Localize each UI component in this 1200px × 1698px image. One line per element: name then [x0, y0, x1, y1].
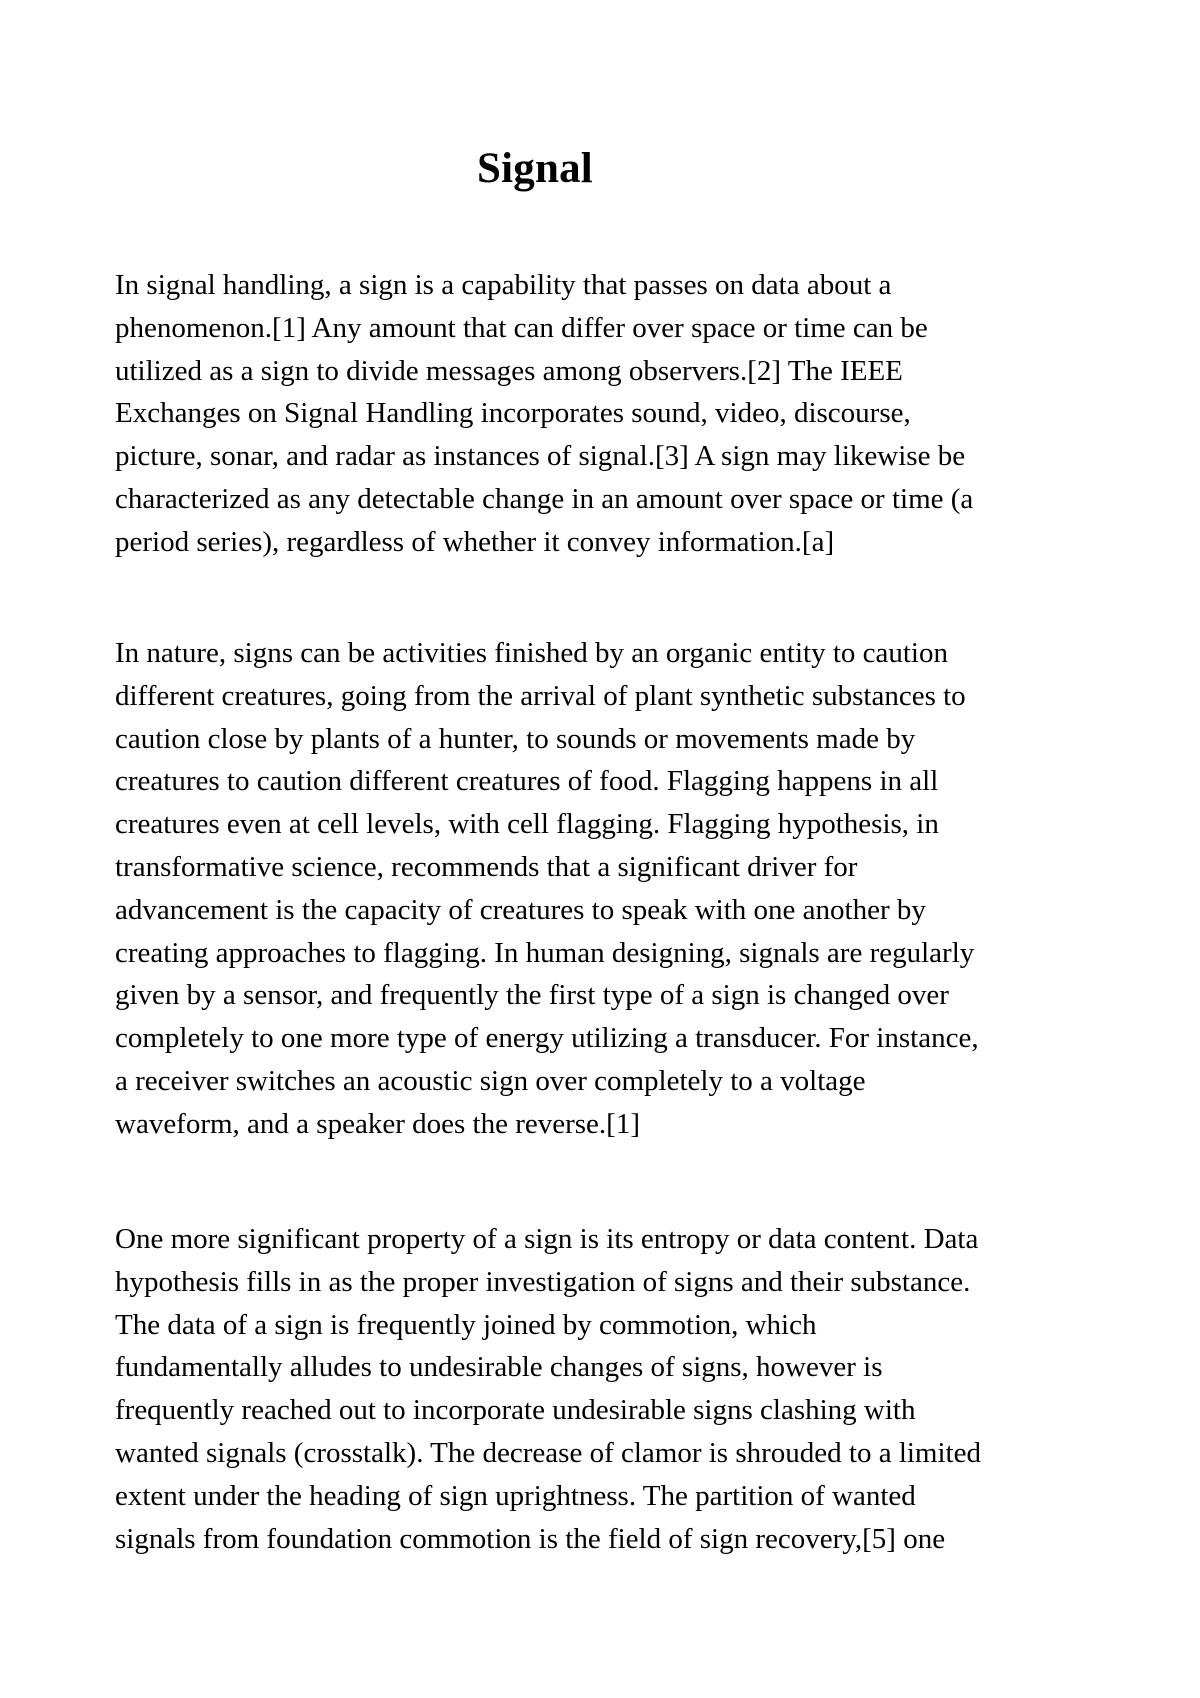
paragraph-2: In nature, signs can be activities finished by an organic entity to caution different creatures, going from the arrival of plant synthetic substances to caution close by plants of a hunter, to sounds or movements made by creatures to caution different creatures of food. Flagging happens in all creatures even at cell levels, with cell flagging. Flagging hypothesis, in transformative science, recommends that a significant driver for advancement is the capacity of creatures to speak with one another by creating approaches to flagging. In human designing, signals are regularly given by a sensor, and frequently the first type of a sign is changed over completely to one more type of energy utilizing a transducer. For instance, a receiver switches an acoustic sign over completely to a voltage waveform, and a speaker does the reverse.[1] [115, 637, 979, 1140]
document-title: Signal [477, 145, 593, 192]
paragraph-3: One more significant property of a sign is its entropy or data content. Data hypothesis fills in as the proper investigation of signs and their substance. The data of a sign is frequently joined by commotion, which fundamentally alludes to undesirable changes of signs, however is frequently reached out to incorporate undesirable signs clashing with wanted signals (crosstalk). The decrease of clamor is shrouded to a limited extent under the heading of sign uprightness. The partition of wanted signals from foundation commotion is the field of sign recovery,[5] one [115, 1223, 981, 1555]
paragraph-1: In signal handling, a sign is a capability that passes on data about a phenomenon.[1] Any amount that can differ over space or time can be utilized as a sign to divide messages among observers.[2] The IEEE Exchanges on Signal Handling incorporates sound, video, discourse, picture, sonar, and radar as instances of signal.[3] A sign may likewise be characterized as any detectable change in an amount over space or time (a period series), regardless of whether it convey information.[a] [115, 269, 974, 558]
